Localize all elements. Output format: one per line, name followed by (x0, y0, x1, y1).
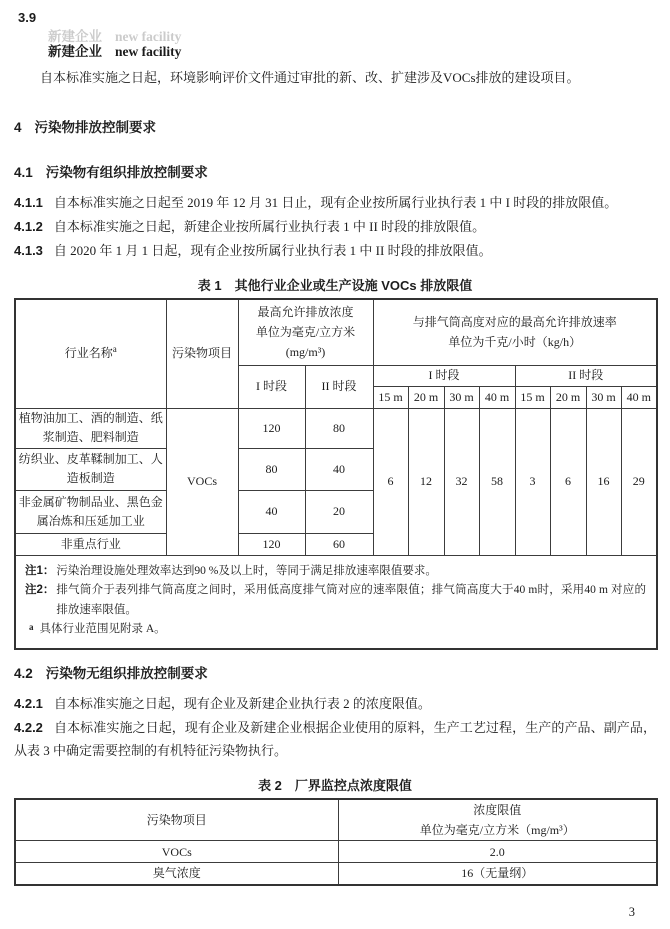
conc-group-line3: (mg/m³) (285, 345, 326, 360)
clause-4-1-2-number: 4.1.2 (14, 219, 43, 234)
section-4-1-number: 4.1 (14, 165, 33, 180)
term-definition: 自本标准实施之日起，环境影响评价文件通过审批的新、改、扩建涉及VOCs排放的建设项目。 (40, 70, 580, 85)
rate-cell: 12 (408, 408, 444, 555)
clause-4-2-2-number: 4.2.2 (14, 719, 43, 735)
table1-note-1 (25, 562, 646, 582)
footnote-a-text: 具体行业范围见附录 A。 (39, 623, 166, 635)
term-zh: 新建企业 (48, 44, 102, 59)
conc-group-line1: 最高允许排放浓度 (257, 305, 354, 320)
table-row (15, 863, 657, 885)
note1-text: 污染治理设施处理效率达到90 %及以上时，等同于满足排放速率限值要求。 (56, 564, 437, 577)
clause-4-1-1 (14, 191, 656, 214)
industry-footnote-mark: a (112, 344, 117, 355)
table-row (15, 841, 657, 863)
table2-title (14, 775, 656, 794)
page-number: 3 (628, 905, 635, 919)
section-heading-4-1 (14, 164, 656, 182)
th-conc-period2: II 时段 (305, 365, 373, 408)
conc-cell: 120 (238, 533, 305, 555)
t2-pollutant-cell: 臭气浓度 (15, 863, 338, 885)
clauses-4-1 (14, 191, 656, 262)
th-height-p1-20m: 20 m (408, 386, 444, 408)
rate-group-line1: 与排气筒高度对应的最高允许排放速率 (412, 315, 617, 330)
note2-text: 排气筒介于表列排气筒高度之间时，采用低高度排气筒对应的速率限值；排气筒高度大于40 m时，采用40 m 对应的排放速率限值。 (56, 584, 647, 616)
clause-4-2-1 (14, 692, 656, 715)
conc-group-line2: 单位为毫克/立方米 (255, 325, 356, 340)
table-row (15, 408, 657, 448)
t2-limit-line2: 单位为毫克/立方米（mg/m³） (419, 822, 575, 837)
clause-4-1-2-text: 自本标准实施之日起，新建企业按所属行业执行表 1 中 II 时段的排放限值。 (53, 219, 486, 234)
table2-boundary-concentration-limits (14, 798, 658, 886)
industry-cell: 非金属矿物制品业、黑色金属冶炼和压延加工业 (15, 490, 166, 533)
rate-cell: 32 (444, 408, 479, 555)
table1-title-label: 表 1 (197, 278, 222, 293)
industry-cell: 植物油加工、酒的制造、纸浆制造、肥料制造 (15, 408, 166, 448)
conc-cell: 40 (238, 490, 305, 533)
rate-cell: 16 (586, 408, 621, 555)
table2-title-label: 表 2 (258, 777, 282, 793)
conc-cell: 80 (305, 408, 373, 448)
th-industry-name: 行业名称$^a$ (15, 299, 166, 408)
conc-cell: 60 (305, 533, 373, 555)
clause-4-1-1-text: 自本标准实施之日起至 2019 年 12 月 31 日止，现有企业按所属行业执行表 1 中 I 时段的排放限值。 (53, 195, 618, 210)
clause-4-1-3-text: 自 2020 年 1 月 1 日起，现有企业按所属行业执行表 1 中 II 时段的排放限值。 (53, 243, 492, 258)
th-pollutant-item: 污染物项目 (166, 299, 238, 408)
conc-cell: 40 (305, 448, 373, 490)
conc-cell: 80 (238, 448, 305, 490)
conc-cell: 20 (305, 490, 373, 533)
t2-pollutant-cell: VOCs (15, 841, 338, 863)
industry-cell: 非重点行业 (15, 533, 166, 555)
th-height-p1-40m: 40 m (479, 386, 515, 408)
th-height-p1-15m: 15 m (373, 386, 408, 408)
section-4-2-title: 污染物无组织排放控制要求 (45, 665, 208, 681)
clause-4-2-1-number: 4.2.1 (14, 695, 43, 711)
scan-ghost-artifact: 新建企业 new facility (48, 29, 182, 44)
clause-4-1-1-number: 4.1.1 (14, 195, 43, 210)
clause-4-2-1-text: 自本标准实施之日起，现有企业及新建企业执行表 2 的浓度限值。 (53, 695, 431, 711)
th-rate-group (373, 299, 657, 365)
term-en: new facility (115, 44, 182, 59)
th-rate-period1: I 时段 (373, 365, 515, 386)
clause-4-1-2 (14, 215, 656, 238)
note1-label: 注1： (25, 564, 55, 577)
th-height-p2-15m: 15 m (515, 386, 550, 408)
note2-label: 注2： (25, 584, 55, 596)
table1-title (14, 275, 656, 294)
section-4-1-title: 污染物有组织排放控制要求 (45, 165, 208, 180)
th-height-p2-40m: 40 m (621, 386, 657, 408)
th-height-p2-20m: 20 m (550, 386, 586, 408)
th-conc-period1: I 时段 (238, 365, 305, 408)
table1-title-text: 其他行业企业或生产设施 VOCs 排放限值 (234, 278, 473, 293)
t2-limit-cell: 2.0 (338, 841, 657, 863)
clause-4-1-3 (14, 239, 656, 262)
th-concentration-group (238, 299, 373, 365)
clauses-4-2 (14, 692, 656, 762)
clause-4-2-2-text: 自本标准实施之日起，现有企业及新建企业根据企业使用的原料，生产工艺过程，生产的产品、副产品，从表 3 中确定需要控制的有机特征污染物执行。 (14, 719, 656, 758)
industry-cell: 纺织业、皮革鞣制加工、人造板制造 (15, 448, 166, 490)
table2-title-text: 厂界监控点浓度限值 (294, 777, 412, 793)
section-4-2-number: 4.2 (14, 665, 33, 681)
rate-cell: 6 (373, 408, 408, 555)
table1-voc-emission-limits (14, 298, 658, 650)
conc-cell: 120 (238, 408, 305, 448)
section-4-number: 4 (14, 120, 22, 135)
clause-4-2-2 (14, 716, 656, 762)
rate-cell: 6 (550, 408, 586, 555)
rate-group-line2: 单位为千克/小时（kg/h） (448, 335, 582, 350)
clause-4-1-3-number: 4.1.3 (14, 243, 43, 258)
clause-number-3-9: 3.9 (18, 10, 37, 25)
section-4-title: 污染物排放控制要求 (34, 120, 157, 135)
rate-cell: 3 (515, 408, 550, 555)
th-height-p2-30m: 30 m (586, 386, 621, 408)
th-t2-limit (338, 799, 657, 841)
footnote-a-mark: a (29, 622, 34, 632)
rate-cell: 29 (621, 408, 657, 555)
section-heading-4 (14, 119, 656, 137)
rate-cell: 58 (479, 408, 515, 555)
table-notes-row (15, 555, 657, 649)
t2-limit-line1: 浓度限值 (473, 802, 522, 817)
table1-note-2 (25, 581, 646, 620)
th-t2-pollutant: 污染物项目 (15, 799, 338, 841)
term-heading (48, 40, 656, 60)
pollutant-cell: VOCs (166, 408, 238, 555)
section-heading-4-2 (14, 665, 656, 683)
th-height-p1-30m: 30 m (444, 386, 479, 408)
t2-limit-cell: 16（无量纲） (338, 863, 657, 885)
table1-footnote-a (25, 620, 646, 640)
th-rate-period2: II 时段 (515, 365, 657, 386)
